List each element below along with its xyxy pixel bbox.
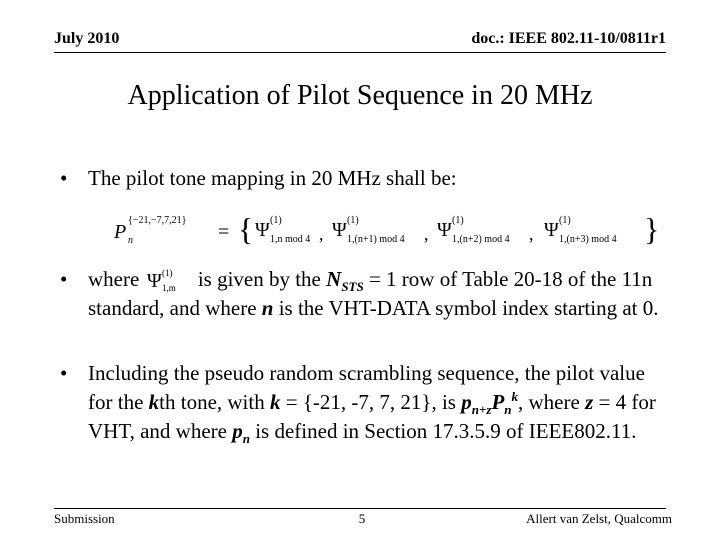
pn-symbol: $p_n$: [232, 419, 250, 447]
formula-open-brace: {: [238, 211, 254, 247]
formula-lhs-sub: n: [128, 235, 133, 246]
formula-psi-2: Ψ: [332, 219, 347, 241]
formula-lhs: P: [114, 221, 127, 243]
pn-z-symbol: $p_{n+z}P_n^k$: [461, 389, 518, 418]
bullet-where-definition: [60, 265, 670, 323]
formula-psi-4: Ψ: [544, 219, 559, 241]
bullet-text: Including the pseudo random scrambling sequence, the pilot value for the kth tone, with k = {-21, -7, 7, 21}, is $p_{n+z}P_n^k$, where z = 4 for VHT, and where $p_n$ is defined in Section 17.3.5.9 of IEEE802.11.: [88, 361, 656, 447]
n-symbol: n: [261, 296, 274, 320]
where-word: where: [88, 267, 140, 291]
formula-lhs-sup: {−21,−7,7,21}: [128, 215, 187, 226]
psi-inline-symbol: [145, 267, 193, 293]
formula-equals: =: [218, 221, 230, 243]
where-text-2: = 1 row of Table 20-18 of the 11n standard, and where: [88, 267, 653, 320]
bullet-marker: •: [60, 361, 68, 385]
formula-comma-3: ,: [529, 224, 534, 244]
formula-psi-3-sub: 1,(n+2) mod 4: [452, 234, 510, 245]
bullet-pilot-mapping: [60, 164, 670, 193]
svg-text:Ψ: Ψ: [146, 270, 162, 292]
header-rule: [54, 52, 666, 53]
svg-text:1,m: 1,m: [161, 283, 176, 293]
formula-psi-1-sup: (1): [270, 215, 282, 226]
footer-page-number: 5: [358, 511, 366, 526]
formula-comma-1: ,: [319, 224, 324, 244]
formula-psi-2-sub: 1,(n+1) mod 4: [347, 234, 405, 245]
formula-psi-3: Ψ: [437, 219, 452, 241]
nsts-symbol: $N_{STS}$: [326, 267, 364, 295]
formula-psi-1-sub: 1,n mod 4: [270, 234, 311, 245]
formula-close-brace: }: [644, 211, 660, 247]
formula-psi-3-sup: (1): [452, 215, 464, 226]
header-date: July 2010: [54, 30, 120, 47]
where-text-3: is the VHT-DATA symbol index starting at 0.: [278, 296, 659, 320]
header-doc-id: doc.: IEEE 802.11-10/0811r1: [471, 30, 666, 47]
footer-rule: [54, 508, 666, 509]
formula-comma-2: ,: [424, 224, 429, 244]
bullet-marker: •: [60, 267, 68, 291]
svg-text:(1): (1): [161, 268, 173, 278]
slide-title: Application of Pilot Sequence in 20 MHz: [127, 80, 593, 111]
bullet-marker: •: [60, 166, 68, 190]
formula-psi-4-sub: 1,(n+3) mod 4: [559, 234, 617, 245]
pilot-mapping-formula: [114, 208, 674, 247]
formula-psi-1: Ψ: [255, 219, 270, 241]
footer-submission: Submission: [54, 511, 115, 526]
footer-author: Allert van Zelst, Qualcomm: [526, 511, 672, 526]
where-text-1: is given by the: [197, 267, 321, 291]
formula-psi-4-sup: (1): [559, 215, 571, 226]
bullet-pilot-value: [60, 359, 670, 446]
bullet-text: The pilot tone mapping in 20 MHz shall be:: [88, 166, 457, 190]
bullet-text: [88, 265, 670, 323]
formula-psi-2-sup: (1): [347, 215, 359, 226]
